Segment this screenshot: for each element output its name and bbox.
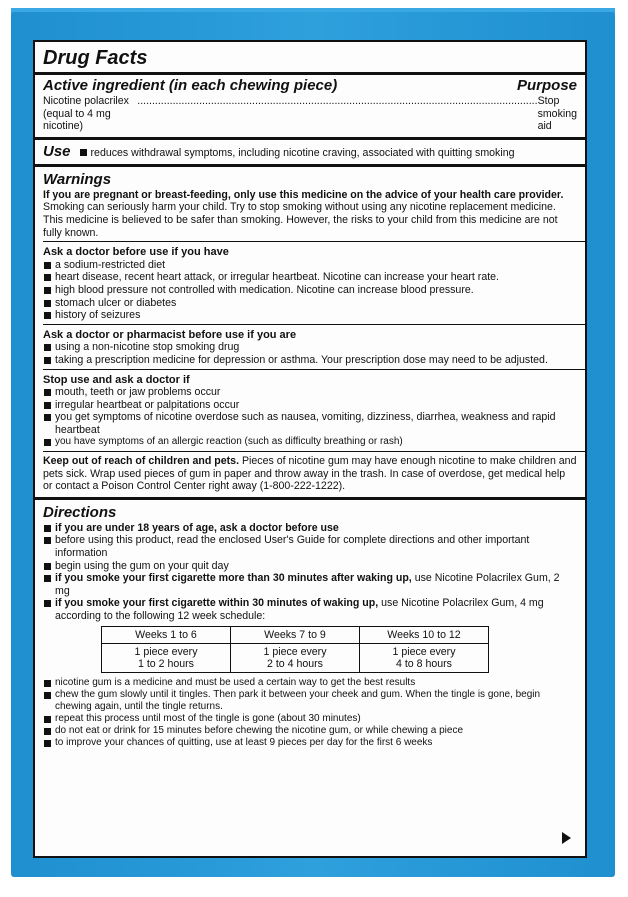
- list-item: a sodium-restricted diet: [43, 259, 577, 272]
- bullet-icon: [44, 414, 51, 421]
- list-item: taking a prescription medicine for depression or asthma. Your prescription dose may need to be adjusted.: [43, 354, 577, 367]
- divider: [35, 164, 585, 167]
- pregnancy-warning-text: Smoking can seriously harm your child. Try to stop smoking without using any nicotine replacement medicine. This medicine is believed to be safer than smoking. However, the risks to your child from this medicine are not fully known.: [43, 201, 558, 239]
- warnings-heading: Warnings: [43, 170, 112, 188]
- list-item: high blood pressure not controlled with medication. Nicotine can increase blood pressure.: [43, 284, 577, 297]
- bullet-icon: [80, 149, 87, 156]
- use-heading: Use: [43, 142, 71, 160]
- table-header: Weeks 1 to 6: [102, 626, 231, 643]
- list-item: irregular heartbeat or palpitations occur: [43, 399, 577, 412]
- keep-out-text: Pieces of nicotine gum may have enough nicotine to make children and pets sick. Wrap used pieces of gum in paper and throw away in the trash. In case of overdose, get medical help or contact a Poison Control Center right away (1-800-222-1222).: [43, 455, 577, 493]
- bullet-icon: [44, 692, 51, 699]
- panel-title: Drug Facts: [43, 47, 148, 69]
- keep-out-warning: [43, 455, 577, 493]
- pregnancy-warning: [43, 189, 577, 239]
- bullet-icon: [44, 525, 51, 532]
- divider: [35, 137, 585, 140]
- bullet-icon: [44, 287, 51, 294]
- bullet-icon: [44, 680, 51, 687]
- table-row: [102, 643, 489, 672]
- divider: [35, 72, 585, 75]
- list-item: you have symptoms of an allergic reaction (such as difficulty breathing or rash): [43, 436, 577, 449]
- bullet-icon: [44, 575, 51, 582]
- list-item: you get symptoms of nicotine overdose such as nausea, vomiting, dizziness, diarrhea, weakness and rapid heartbeat: [43, 411, 577, 436]
- divider: [43, 369, 585, 370]
- bullet-icon: [44, 740, 51, 747]
- list-item: stomach ulcer or diabetes: [43, 297, 577, 310]
- ask-pharmacist-heading: Ask a doctor or pharmacist before use if you are: [43, 328, 297, 341]
- divider: [35, 497, 585, 500]
- bullet-icon: [44, 537, 51, 544]
- list-item: nicotine gum is a medicine and must be used a certain way to get the best results: [43, 677, 577, 689]
- leader-dots: ........................................................................................................................................: [137, 95, 538, 107]
- table-cell: 1 piece every 2 to 4 hours: [231, 643, 360, 672]
- bullet-icon: [44, 274, 51, 281]
- bullet-icon: [44, 357, 51, 364]
- use-row: [43, 143, 577, 161]
- table-cell: 1 piece every 1 to 2 hours: [102, 643, 231, 672]
- table-header: Weeks 7 to 9: [231, 626, 360, 643]
- ask-doctor-heading: Ask a doctor before use if you have: [43, 246, 229, 259]
- list-item: chew the gum slowly until it tingles. Then park it between your cheek and gum. When the tingle is gone, begin chewing again, until the tingle returns.: [43, 689, 577, 713]
- divider: [43, 324, 585, 325]
- stop-use-heading: Stop use and ask a doctor if: [43, 373, 190, 386]
- list-item: history of seizures: [43, 309, 577, 322]
- table-header: Weeks 10 to 12: [360, 626, 489, 643]
- table-row: [102, 626, 489, 643]
- ingredient-row: [43, 95, 577, 133]
- bullet-icon: [44, 716, 51, 723]
- list-item: before using this product, read the enclosed User's Guide for complete directions and other important information: [43, 534, 577, 559]
- bullet-icon: [44, 439, 51, 446]
- drug-facts-panel: [33, 40, 587, 858]
- directions-heading: Directions: [43, 503, 117, 521]
- divider: [43, 241, 585, 242]
- active-heading-row: [43, 77, 577, 95]
- use-text: reduces withdrawal symptoms, including nicotine craving, associated with quitting smoking: [90, 146, 515, 159]
- table-cell: 1 piece every 4 to 8 hours: [360, 643, 489, 672]
- list-item: if you are under 18 years of age, ask a doctor before use: [43, 522, 577, 535]
- list-item: begin using the gum on your quit day: [43, 560, 577, 573]
- pregnancy-warning-bold: If you are pregnant or breast-feeding, only use this medicine on the advice of your health care provider.: [43, 188, 564, 201]
- ingredient-purpose: Stop smoking aid: [537, 95, 578, 133]
- list-item: using a non-nicotine stop smoking drug: [43, 341, 577, 354]
- bullet-icon: [44, 402, 51, 409]
- list-item: to improve your chances of quitting, use at least 9 pieces per day for the first 6 weeks: [43, 737, 577, 749]
- dosing-schedule-table: [101, 626, 489, 673]
- list-item: if you smoke your first cigarette more than 30 minutes after waking up, use Nicotine Polacrilex Gum, 2 mg: [43, 572, 577, 597]
- purpose-heading: Purpose: [516, 77, 577, 94]
- bullet-icon: [44, 312, 51, 319]
- ingredient-name: Nicotine polacrilex (equal to 4 mg nicotine): [43, 95, 129, 133]
- list-item: if you smoke your first cigarette within 30 minutes of waking up, use Nicotine Polacrilex Gum, 4 mg according to the following 12 week schedule:: [43, 597, 577, 622]
- list-item: repeat this process until most of the tingle is gone (about 30 minutes): [43, 713, 577, 725]
- active-ingredient-heading: Active ingredient (in each chewing piece): [43, 77, 338, 94]
- bullet-icon: [44, 728, 51, 735]
- bullet-icon: [44, 300, 51, 307]
- bullet-icon: [44, 600, 51, 607]
- bullet-icon: [44, 262, 51, 269]
- divider: [43, 451, 585, 452]
- bullet-icon: [44, 344, 51, 351]
- list-item: mouth, teeth or jaw problems occur: [43, 386, 577, 399]
- list-item: do not eat or drink for 15 minutes before chewing the nicotine gum, or while chewing a piece: [43, 725, 577, 737]
- list-item: heart disease, recent heart attack, or irregular heartbeat. Nicotine can increase your heart rate.: [43, 271, 577, 284]
- continued-arrow-icon: [562, 832, 571, 844]
- bullet-icon: [44, 389, 51, 396]
- keep-out-bold: Keep out of reach of children and pets.: [43, 455, 240, 468]
- bullet-icon: [44, 563, 51, 570]
